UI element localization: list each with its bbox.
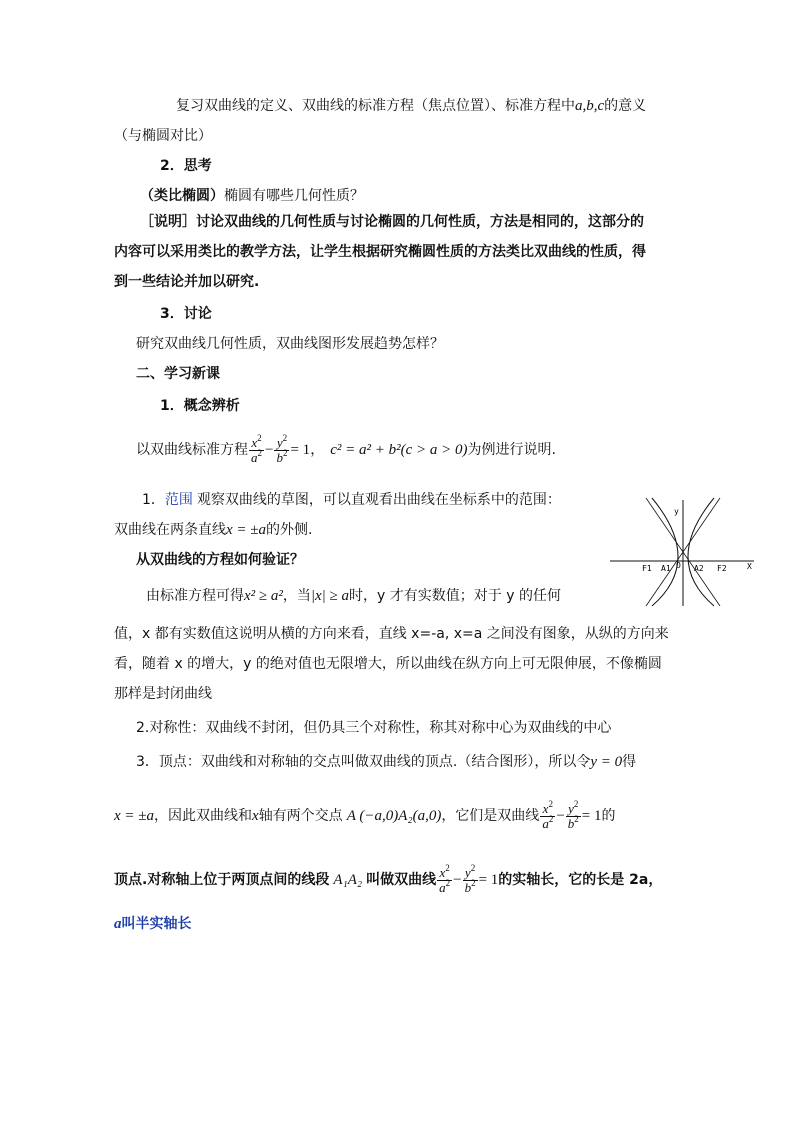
label-X: X bbox=[747, 562, 752, 571]
frac-x2-a2: $\frac{x^2}{a^2}$ bbox=[251, 432, 262, 465]
frac-y2-b2: $\frac{y^2}{b^2}$ bbox=[276, 432, 288, 465]
question-line: （类比椭圆）椭圆有哪些几何性质？ bbox=[140, 188, 364, 204]
label-A1: A1 bbox=[661, 564, 671, 573]
range-label: 范围 bbox=[164, 492, 193, 508]
discuss-text: 研究双曲线几何性质，双曲线图形发展趋势怎样？ bbox=[136, 336, 444, 352]
intro-line-2: （与椭圆对比） bbox=[114, 128, 212, 144]
semi-axis-line: a叫半实轴长 bbox=[114, 916, 192, 932]
range-line-1: 1．范围 观察双曲线的草图，可以直观看出曲线在坐标系中的范围： bbox=[142, 492, 561, 508]
vertex-points-line: x = ±a，因此双曲线和x轴有两个交点 A (−a,0)A₂(a,0)，它们是双曲线 $\frac{x^2}{a^2}$ − $\frac{y^2}{b^2}$ = 1的 bbox=[114, 798, 616, 831]
equation-line: 以双曲线标准方程 $\frac{x^2}{a^2}$ − $\frac{y^2}{b^2}$ = 1， c² = a² + b²(c > a > 0)为例进行说明. bbox=[136, 432, 556, 465]
relation-c-a-b: c² = a² + b²(c > a > 0) bbox=[330, 442, 468, 458]
derive-line: 由标准方程可得x² ≥ a²，当|x| ≥ a时，y 才有实数值；对于 y 的任何 bbox=[146, 588, 561, 604]
para-line-2: 看，随着 x 的增大，y 的绝对值也无限增大，所以曲线在纵方向上可无限伸展，不像椭圆 bbox=[114, 656, 662, 672]
hyperbola-sketch bbox=[606, 492, 760, 612]
note-line-3: 到一些结论并加以研究. bbox=[114, 274, 260, 290]
range-line-2: 双曲线在两条直线x = ±a的外侧. bbox=[114, 522, 313, 538]
label-A2: A2 bbox=[694, 564, 704, 573]
right-branch bbox=[688, 498, 714, 606]
heading-discuss: 3．讨论 bbox=[160, 306, 212, 322]
real-axis-line: 顶点.对称轴上位于两顶点间的线段 A₁A₂ 叫做双曲线 $\frac{x^2}{a^2}$ − $\frac{y^2}{b^2}$ = 1的实轴长，它的长是 2a， bbox=[114, 862, 663, 895]
symmetry-line: 2.对称性：双曲线不封闭，但仍具三个对称性，称其对称中心为双曲线的中心 bbox=[136, 720, 612, 736]
abc-vars: a,b,c bbox=[575, 98, 605, 114]
note-line-2: 内容可以采用类比的教学方法，让学生根据研究椭圆性质的方法类比双曲线的性质，得 bbox=[114, 244, 646, 260]
heading-concept: 1．概念辨析 bbox=[160, 398, 240, 414]
para-line-3: 那样是封闭曲线 bbox=[114, 686, 212, 702]
verify-question: 从双曲线的方程如何验证？ bbox=[136, 552, 304, 568]
para-line-1: 值，x 都有实数值这说明从横的方向来看，直线 x=-a, x=a 之间没有图象，从纵的方向来 bbox=[114, 626, 669, 642]
label-y: y bbox=[674, 507, 679, 516]
heading-think: 2．思考 bbox=[160, 158, 212, 174]
note-line-1: ［说明］讨论双曲线的几何性质与讨论椭圆的几何性质，方法是相同的，这部分的 bbox=[140, 214, 644, 230]
intro-line-1: 复习双曲线的定义、双曲线的标准方程（焦点位置）、标准方程中a,b,c的意义 bbox=[176, 98, 647, 114]
label-F1: F1 bbox=[642, 564, 652, 573]
label-F2: F2 bbox=[717, 564, 727, 573]
vertex-line: 3．顶点：双曲线和对称轴的交点叫做双曲线的顶点.（结合图形），所以令y = 0得 bbox=[136, 754, 637, 770]
label-O: O bbox=[676, 561, 681, 570]
section-new-lesson: 二、学习新课 bbox=[136, 366, 220, 382]
